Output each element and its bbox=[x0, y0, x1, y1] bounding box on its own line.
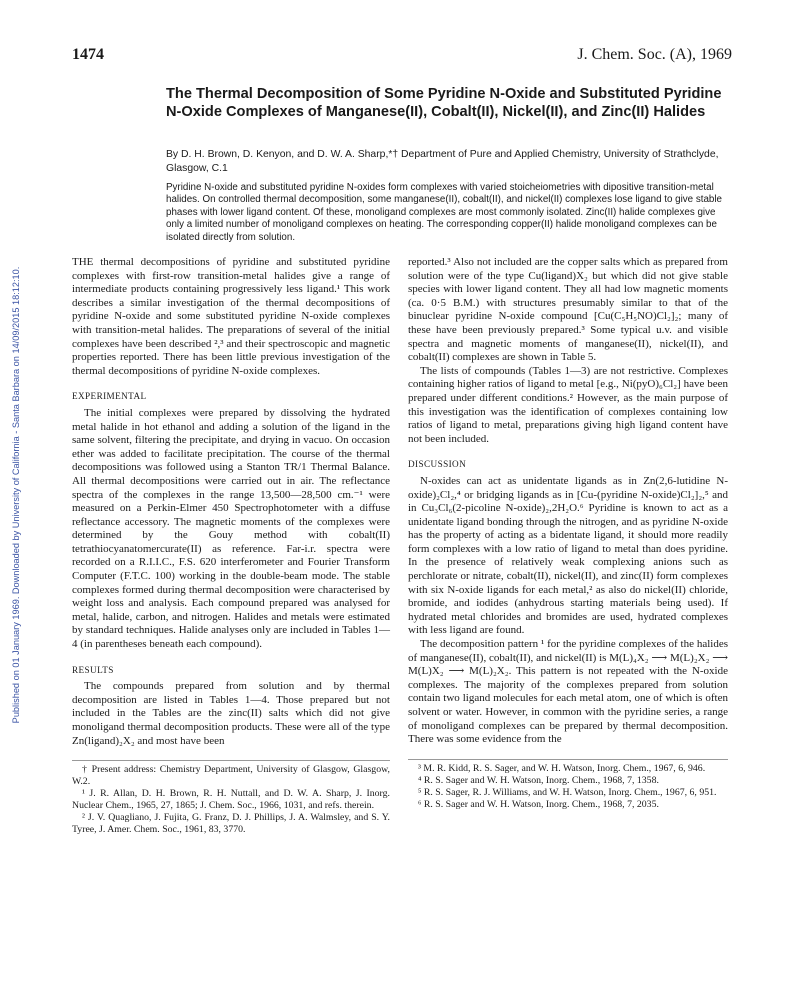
intro-paragraph: THE thermal decompositions of pyridine and substituted pyridine complexes with first-row transition-metal halides give a range of intermediate products containing progressively less ligand.¹ This work describes a similar investigation of the thermal decompositions of pyridine N-oxide and some substituted pyridine N-oxide complexes with transition-metal halides. The preparations of several of the initial complexes have been described ²,³ and their spectroscopic and magnetic properties reported. There has been little previous investigation of the thermal decompositions of pyridine N-oxide complexes. bbox=[72, 256, 390, 377]
experimental-heading: EXPERIMENTAL bbox=[72, 391, 147, 402]
footnote: ¹ J. R. Allan, D. H. Brown, R. H. Nuttall, and D. W. A. Sharp, J. Inorg. Nuclear Chem., 1965, 27, 1865; J. Chem. Soc., 1966, 1031, and refs. therein. bbox=[72, 788, 390, 812]
footnote: ² J. V. Quagliano, J. Fujita, G. Franz, D. J. Phillips, J. A. Walmsley, and S. Y. Tyree, J. Amer. Chem. Soc., 1961, 83, 3770. bbox=[72, 812, 390, 836]
decomposition-paragraph: The decomposition pattern ¹ for the pyridine complexes of the halides of manganese(II), cobalt(II), and nickel(II) is M(L)₄X₂ ⟶ M(L)₂X₂ ⟶ M(L)X₂ ⟶ M(L)₂X₂. This pattern is not repeated with the N-oxide complexes. The majority of the complexes prepared from solution contain two ligand molecules for each metal atom, one of which is often solvent or water. However, in common with the pyridine series, a range of monoligand complexes can be prepared by thermal decomposition. There was some evidence from the bbox=[408, 638, 728, 746]
left-footnotes bbox=[72, 760, 390, 836]
footnote: ⁴ R. S. Sager and W. H. Watson, Inorg. Chem., 1968, 7, 1358. bbox=[418, 774, 659, 786]
footnote: † Present address: Chemistry Department, University of Glasgow, Glasgow, W.2. bbox=[72, 764, 390, 788]
results-continued: reported.³ Also not included are the copper salts which as prepared from solution were of the type Cu(ligand)X₂ but which did not give stable species with lower ligand content. They all had low magnetic moments (ca. 0·5 B.M.) with structures presumably similar to that of the binuclear pyridine N-oxide compound [Cu(C₅H₅NO)Cl₂]₂; many of these have been previously prepared.³ Some typical u.v. and visible spectra and magnetic moments of manganese(II), nickel(II), and cobalt(II) complexes are shown in Table 5. bbox=[408, 256, 728, 364]
right-footnotes bbox=[408, 759, 728, 811]
footnote: ³ M. R. Kidd, R. S. Sager, and W. H. Watson, Inorg. Chem., 1967, 6, 946. bbox=[418, 762, 706, 774]
results-paragraph: The compounds prepared from solution and by thermal decomposition are listed in Tables 1—4. Those prepared but not included in the Tables are the zinc(II) salts which did not give monoligand thermal decomposition products. These were all of the type Zn(ligand)₂X₂ and most have been bbox=[72, 680, 390, 747]
abstract: Pyridine N-oxide and substituted pyridine N-oxides form complexes with varied stoicheiometries with dipositive transition-metal halides. On controlled thermal decomposition, some manganese(II), cobalt(II), and nickel(II) complexes lose ligand to give stable phases with lower ligand content. Of these, monoligand complexes are most commonly isolated. Zinc(II) halide complexes give only a limited number of monoligand complexes on heating. The corresponding copper(II) halide monoligand complexes can be isolated directly from solution. bbox=[166, 182, 722, 243]
tables-paragraph: The lists of compounds (Tables 1—3) are not restrictive. Complexes containing higher ratios of ligand to metal [e.g., Ni(pyO)₆Cl₂] have been prepared under different conditions.² However, as the main purpose of this investigation was the identification of complexes containing low ratios of ligand to metal, preparations giving high ligand content have not been included. bbox=[408, 364, 728, 445]
left-column bbox=[72, 256, 390, 836]
results-heading: RESULTS bbox=[72, 664, 114, 675]
footnote: ⁵ R. S. Sager, R. J. Williams, and W. H. Watson, Inorg. Chem., 1967, 6, 951. bbox=[418, 786, 717, 798]
discussion-heading: DISCUSSION bbox=[408, 459, 467, 470]
right-column bbox=[408, 256, 728, 811]
experimental-paragraph: The initial complexes were prepared by dissolving the hydrated metal halide in hot ethanol and adding a solution of the ligand in the same solvent, filtering the precipitate, and drying in vacuo. On occasion ether was added to facilitate precipitation. The course of the thermal decompositions was followed using a Stanton TR/1 Thermal Balance. All thermal decompositions were carried out in air. The reflectance spectra of the complexes in the range 13,500—28,500 cm.⁻¹ were measured on a Perkin-Elmer 450 Spectrophotometer with a diffuse reflectance accessory. The magnetic moments of the complexes were determined by the Gouy method with cobalt(II) tetrathiocyanatomercurate(II) as reference. Far-i.r. spectra were recorded on a R.I.I.C., F.S. 620 interferometer and Fourier Transform Computer (F.T.C. 100) working in the double-beam mode. The stable complexes formed during thermal decomposition were characterised by weight loss and analysis. Each compound prepared was analysed for metal, halide, carbon, and nitrogen. Halides and metals were estimated by standard techniques. Halide analyses only are included in Tables 1—4 (in parentheses beneath each compound). bbox=[72, 406, 390, 651]
article-title: The Thermal Decomposition of Some Pyridine N-Oxide and Substituted Pyridine N-Oxide Complexes of Manganese(II), Cobalt(II), Nickel(II), and Zinc(II) Halides bbox=[166, 86, 722, 120]
page-number: 1474 bbox=[72, 46, 104, 63]
footnote: ⁶ R. S. Sager and W. H. Watson, Inorg. Chem., 1968, 7, 2035. bbox=[418, 798, 659, 810]
author-line: By D. H. Brown, D. Kenyon, and D. W. A. Sharp,*† Department of Pure and Applied Chemistry, University of Strathclyde, Glasgow, C.1 bbox=[166, 149, 719, 174]
discussion-paragraph: N-oxides can act as unidentate ligands as in Zn(2,6-lutidine N-oxide)₂Cl₂,⁴ or bridging ligands as in [Cu-(pyridine N-oxide)Cl₂]₂,⁵ and in Cu₃Cl₆(2-picoline N-oxide)₂,2H₂O.⁶ Pyridine is known to act as a unidentate ligand bonding through the nitrogen, and as pyridine N-oxide has the property of acting as a bidentate ligand, it should more readily form complexes with a low ratio of ligand to metal than does pyridine. In the presence of relatively weak complexing anions such as perchlorate or nitrate, cobalt(II), nickel(II), and zinc(II) form complexes with six N-oxide ligands for each metal,² as also do nickel(II) chloride, bromide, and iodides (anhydrous starting materials being used). If hydrated metal chlorides and bromides are used, hydrated complexes with less ligand are found. bbox=[408, 474, 728, 637]
download-sidebar-note: Published on 01 January 1969. Downloaded by University of California - Santa Barbara on 14/09/2015 18:12:10. bbox=[11, 266, 21, 724]
journal-header: J. Chem. Soc. (A), 1969 bbox=[577, 46, 732, 63]
